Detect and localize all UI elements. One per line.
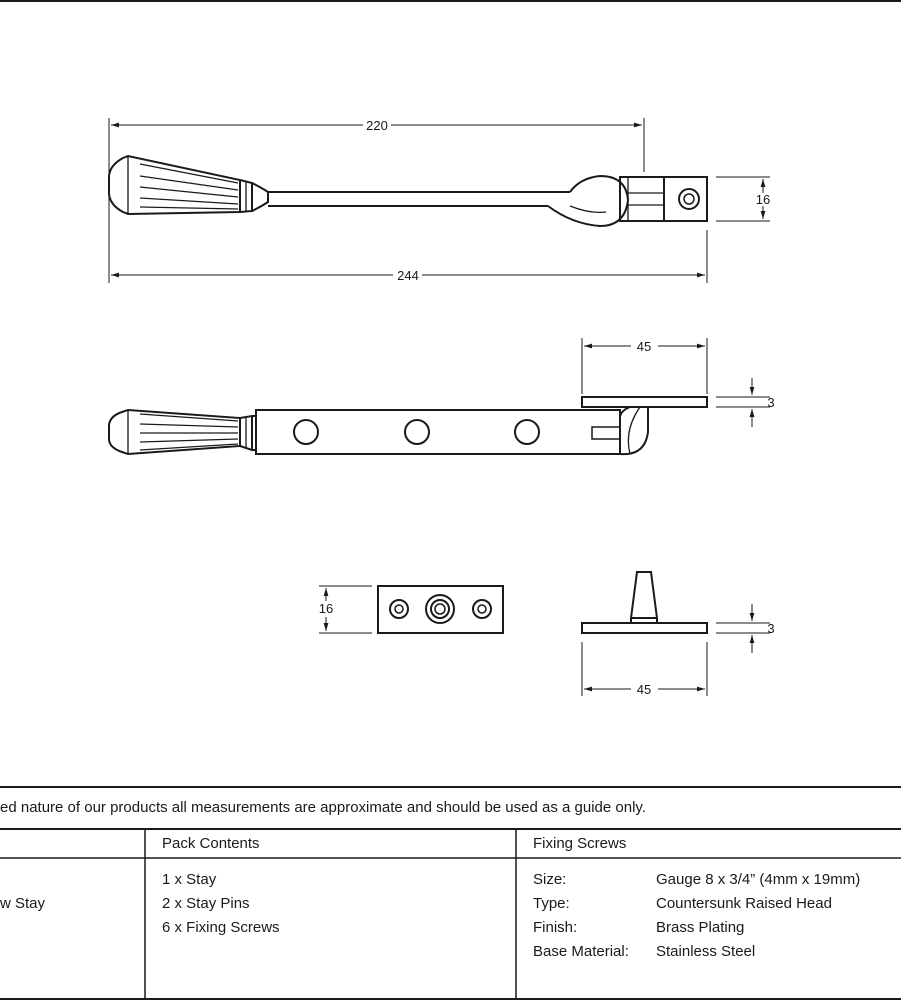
- dim-3-side-label: 3: [767, 395, 775, 410]
- screw-material-label: Base Material:: [533, 943, 629, 960]
- screw-finish-value: Brass Plating: [656, 919, 745, 936]
- header-fixing-screws: Fixing Screws: [533, 835, 627, 852]
- screw-size-value: Gauge 8 x 3/4” (4mm x 19mm): [656, 871, 861, 888]
- dim-220-label: 220: [366, 118, 388, 133]
- spec-table: [0, 787, 901, 999]
- side-view: [109, 338, 775, 454]
- dim-45-side-label: 45: [636, 339, 652, 354]
- pack-item-1: 1 x Stay: [162, 871, 217, 888]
- dim-3-pin-label: 3: [767, 621, 775, 636]
- screw-finish-label: Finish:: [533, 919, 578, 936]
- product-name-fragment: w Stay: [0, 895, 46, 912]
- pin-plate-view: [319, 586, 503, 633]
- dim-16-pin-label: 16: [318, 601, 334, 616]
- top-view: [109, 118, 770, 283]
- pin-side-view: [582, 572, 775, 697]
- screw-type-value: Countersunk Raised Head: [656, 895, 832, 912]
- screw-material-value: Stainless Steel: [656, 943, 756, 960]
- header-pack-contents: Pack Contents: [162, 835, 260, 852]
- disclaimer-text: ed nature of our products all measurements are approximate and should be used as a guide only.: [0, 799, 646, 816]
- screw-size-label: Size:: [533, 871, 567, 888]
- dim-45-pin-label: 45: [636, 682, 652, 697]
- dim-16-top-label: 16: [755, 192, 771, 207]
- screw-type-label: Type:: [533, 895, 570, 912]
- pack-item-2: 2 x Stay Pins: [162, 895, 250, 912]
- pack-item-3: 6 x Fixing Screws: [162, 919, 280, 936]
- dim-244-label: 244: [397, 268, 419, 283]
